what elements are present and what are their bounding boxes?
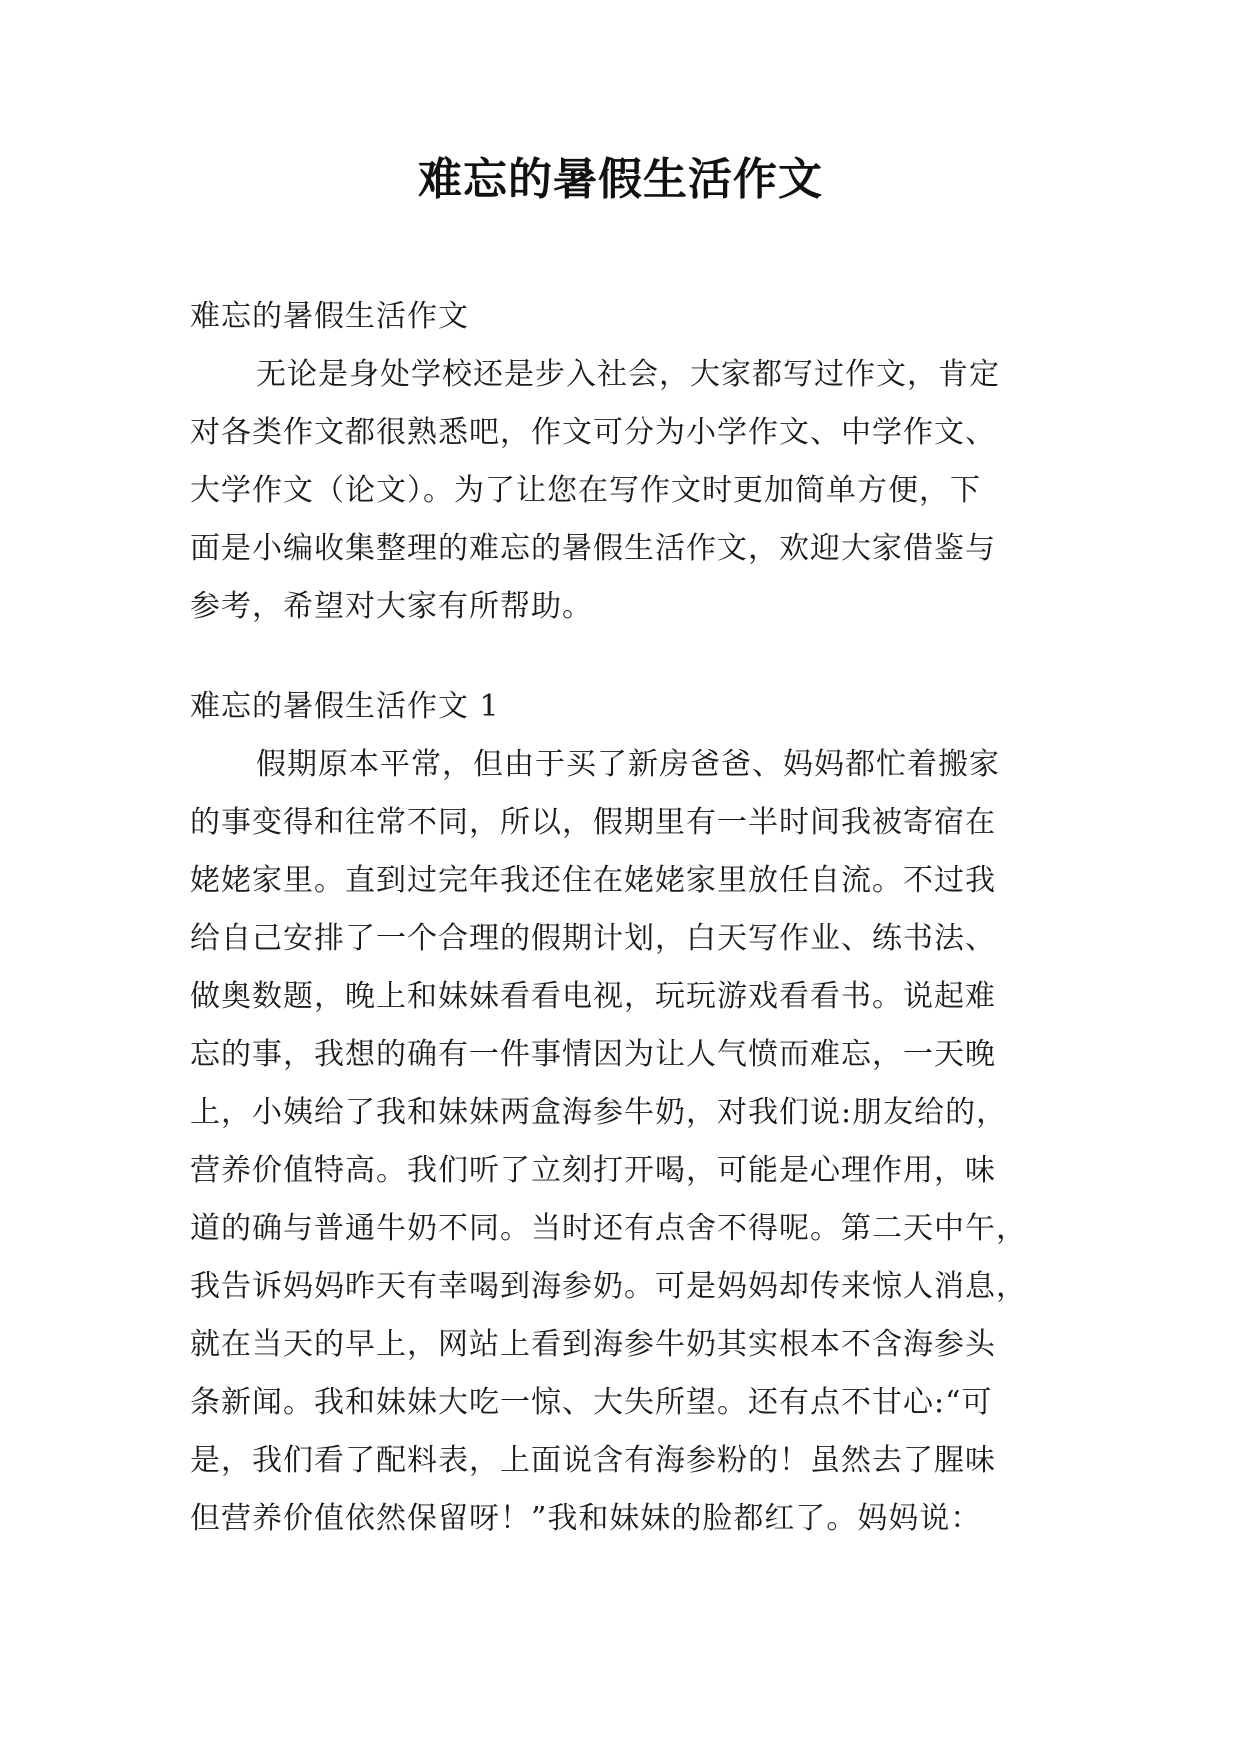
section1-line: 但营养价值依然保留呀！”我和妹妹的脸都红了。妈妈说： [190, 1501, 982, 1536]
section1-line: 条新闻。我和妹妹大吃一惊、大失所望。还有点不甘心:“可 [190, 1385, 993, 1420]
section1-line: 假期原本平常，但由于买了新房爸爸、妈妈都忙着搬家 [256, 747, 1000, 782]
section1-heading: 难忘的暑假生活作文 1 [190, 689, 500, 724]
intro-line: 对各类作文都很熟悉吧，作文可分为小学作文、中学作文、 [190, 415, 996, 450]
section1-line: 就在当天的早上，网站上看到海参牛奶其实根本不含海参头 [190, 1327, 996, 1362]
document-title: 难忘的暑假生活作文 [418, 154, 823, 205]
section1-line: 道的确与普通牛奶不同。当时还有点舍不得呢。第二天中午， [190, 1211, 1027, 1246]
intro-line: 无论是身处学校还是步入社会，大家都写过作文，肯定 [256, 357, 1000, 392]
intro-line: 大学作文（论文）。为了让您在写作文时更加简单方便，下 [190, 473, 981, 508]
section1-line: 营养价值特高。我们听了立刻打开喝，可能是心理作用，味 [190, 1153, 996, 1188]
section1-line: 上，小姨给了我和妹妹两盒海参牛奶，对我们说:朋友给的， [190, 1095, 1008, 1130]
section1-line: 姥姥家里。直到过完年我还住在姥姥家里放任自流。不过我 [190, 863, 996, 898]
document-body [190, 288, 1052, 1548]
intro-line: 参考，希望对大家有所帮助。 [190, 589, 593, 624]
section-spacer [190, 636, 1052, 678]
section1-line: 的事变得和往常不同，所以，假期里有一半时间我被寄宿在 [190, 805, 996, 840]
intro-heading: 难忘的暑假生活作文 [190, 299, 469, 334]
intro-line: 面是小编收集整理的难忘的暑假生活作文，欢迎大家借鉴与 [190, 531, 996, 566]
section1-line: 忘的事，我想的确有一件事情因为让人气愤而难忘，一天晚 [190, 1037, 996, 1072]
section1-line: 是，我们看了配料表，上面说含有海参粉的！虽然去了腥味 [190, 1443, 996, 1478]
section1-line: 做奥数题，晚上和妹妹看看电视，玩玩游戏看看书。说起难 [190, 979, 996, 1014]
section1-line: 我告诉妈妈昨天有幸喝到海参奶。可是妈妈却传来惊人消息， [190, 1269, 1027, 1304]
section1-line: 给自己安排了一个合理的假期计划，白天写作业、练书法、 [190, 921, 996, 956]
